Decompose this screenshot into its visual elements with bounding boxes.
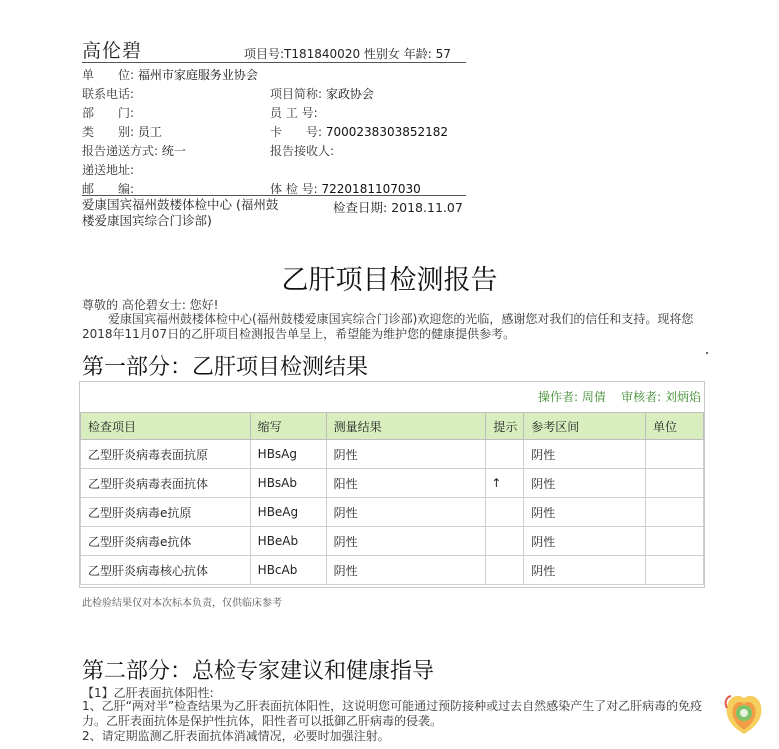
category-label: 类 别:	[82, 125, 135, 139]
cell-abbr: HBsAb	[250, 469, 326, 498]
advice-line: 2、请定期监测乙肝表面抗体消减情况，必要时加强注射。	[82, 729, 390, 743]
cell-unit	[646, 556, 704, 585]
operator-label: 操作者:	[537, 390, 578, 404]
cell-abbr: HBcAb	[250, 556, 326, 585]
column-header: 缩写	[250, 413, 326, 440]
section2-title: 第二部分：总检专家建议和健康指导	[82, 659, 435, 684]
table-row	[81, 498, 704, 527]
table-row	[81, 469, 704, 498]
advice-body	[82, 699, 704, 744]
unit-value: 福州市家庭服务业协会	[137, 68, 258, 82]
category-row	[82, 123, 162, 140]
intro-paragraph: 爱康国宾福州鼓楼体检中心(福州鼓楼爱康国宾综合门诊部)欢迎您的光临，感谢您对我们的信任和支持。现将您2018年11月07日的乙肝项目检测报告单呈上，希望能为维护您的健康提供参考。	[82, 312, 694, 341]
cell-abbr: HBeAg	[250, 498, 326, 527]
reviewer-label: 审核者:	[621, 390, 662, 404]
postcode-label: 邮 编:	[82, 182, 135, 196]
operator-name: 周倩	[581, 390, 606, 404]
delivery-value: 统一	[161, 144, 186, 158]
cell-ref: 阴性	[524, 440, 646, 469]
cell-unit	[646, 498, 704, 527]
delivery-row	[82, 142, 186, 159]
cell-item: 乙型肝炎病毒核心抗体	[81, 556, 251, 585]
health-logo-icon	[722, 688, 766, 738]
header-divider	[82, 62, 466, 63]
cell-hint	[486, 498, 524, 527]
column-header: 检查项目	[81, 413, 251, 440]
reviewer-name: 刘炳焰	[664, 390, 701, 404]
card-row	[270, 123, 448, 140]
stray-dot	[706, 352, 708, 354]
section1-title: 第一部分：乙肝项目检测结果	[82, 355, 369, 380]
project-line: 项目号:T181840020 性别女 年龄: 57	[244, 47, 451, 61]
cell-result: 阴性	[326, 440, 486, 469]
receiver-label: 报告接收人:	[270, 144, 335, 158]
info-divider	[82, 195, 466, 196]
delivery-label: 报告递送方式:	[82, 144, 159, 158]
check-date-label: 检查日期:	[333, 200, 388, 215]
column-header: 单位	[646, 413, 704, 440]
proj-abbr-value: 家政协会	[325, 87, 374, 101]
greeting: 尊敬的 高伦碧女士: 您好!	[82, 298, 219, 312]
cell-ref: 阴性	[524, 469, 646, 498]
results-panel	[79, 381, 705, 588]
card-label: 卡 号:	[270, 125, 323, 139]
cell-ref: 阴性	[524, 527, 646, 556]
table-row	[81, 556, 704, 585]
dept-label: 部 门:	[82, 106, 135, 120]
exam-no-value: 7220181107030	[321, 182, 421, 196]
phone-label: 联系电话:	[82, 87, 135, 101]
cell-hint	[486, 440, 524, 469]
patient-name: 高伦碧	[82, 40, 143, 62]
cell-unit	[646, 469, 704, 498]
category-value: 员工	[137, 125, 162, 139]
column-header: 测量结果	[326, 413, 486, 440]
cell-hint	[486, 527, 524, 556]
unit-row	[82, 66, 258, 83]
cell-unit	[646, 440, 704, 469]
cell-abbr: HBsAg	[250, 440, 326, 469]
cell-hint: ↑	[486, 469, 524, 498]
advice-line: 1、乙肝“两对半”检查结果为乙肝表面抗体阳性，这说明您可能通过预防接种或过去自然感染产生了对乙肝病毒的免疫力。乙肝表面抗体是保护性抗体，阳性者可以抵御乙肝病毒的侵袭。	[82, 699, 703, 728]
proj-abbr-row	[270, 85, 374, 102]
cell-result: 阴性	[326, 498, 486, 527]
address-label: 递送地址:	[82, 163, 135, 177]
table-row	[81, 440, 704, 469]
staff-no-label: 员 工 号:	[270, 106, 318, 120]
cell-unit	[646, 527, 704, 556]
column-header: 参考区间	[524, 413, 646, 440]
cell-item: 乙型肝炎病毒表面抗体	[81, 469, 251, 498]
cell-result: 阴性	[326, 556, 486, 585]
table-row	[81, 527, 704, 556]
advice-subtitle: 【1】乙肝表面抗体阳性:	[82, 686, 214, 700]
results-table	[80, 412, 704, 585]
unit-label: 单 位:	[82, 68, 135, 82]
cell-item: 乙型肝炎病毒表面抗原	[81, 440, 251, 469]
cell-result: 阴性	[326, 527, 486, 556]
check-date-value: 2018.11.07	[391, 200, 463, 215]
operator-line	[538, 388, 701, 405]
cell-result: 阳性	[326, 469, 486, 498]
proj-abbr-label: 项目简称:	[270, 87, 323, 101]
exam-no-label: 体 检 号:	[270, 182, 318, 196]
clinic-name: 爱康国宾福州鼓楼体检中心 (福州鼓楼爱康国宾综合门诊部)	[82, 197, 279, 228]
cell-item: 乙型肝炎病毒e抗原	[81, 498, 251, 527]
cell-hint	[486, 556, 524, 585]
report-title: 乙肝项目检测报告	[281, 265, 498, 296]
column-header: 提示	[486, 413, 524, 440]
cell-abbr: HBeAb	[250, 527, 326, 556]
cell-ref: 阴性	[524, 556, 646, 585]
cell-ref: 阴性	[524, 498, 646, 527]
table-header-row	[81, 413, 704, 440]
cell-item: 乙型肝炎病毒e抗体	[81, 527, 251, 556]
card-value: 7000238303852182	[325, 125, 449, 139]
check-date	[333, 198, 463, 216]
result-note: 此检验结果仅对本次标本负责，仅供临床参考	[82, 598, 282, 609]
